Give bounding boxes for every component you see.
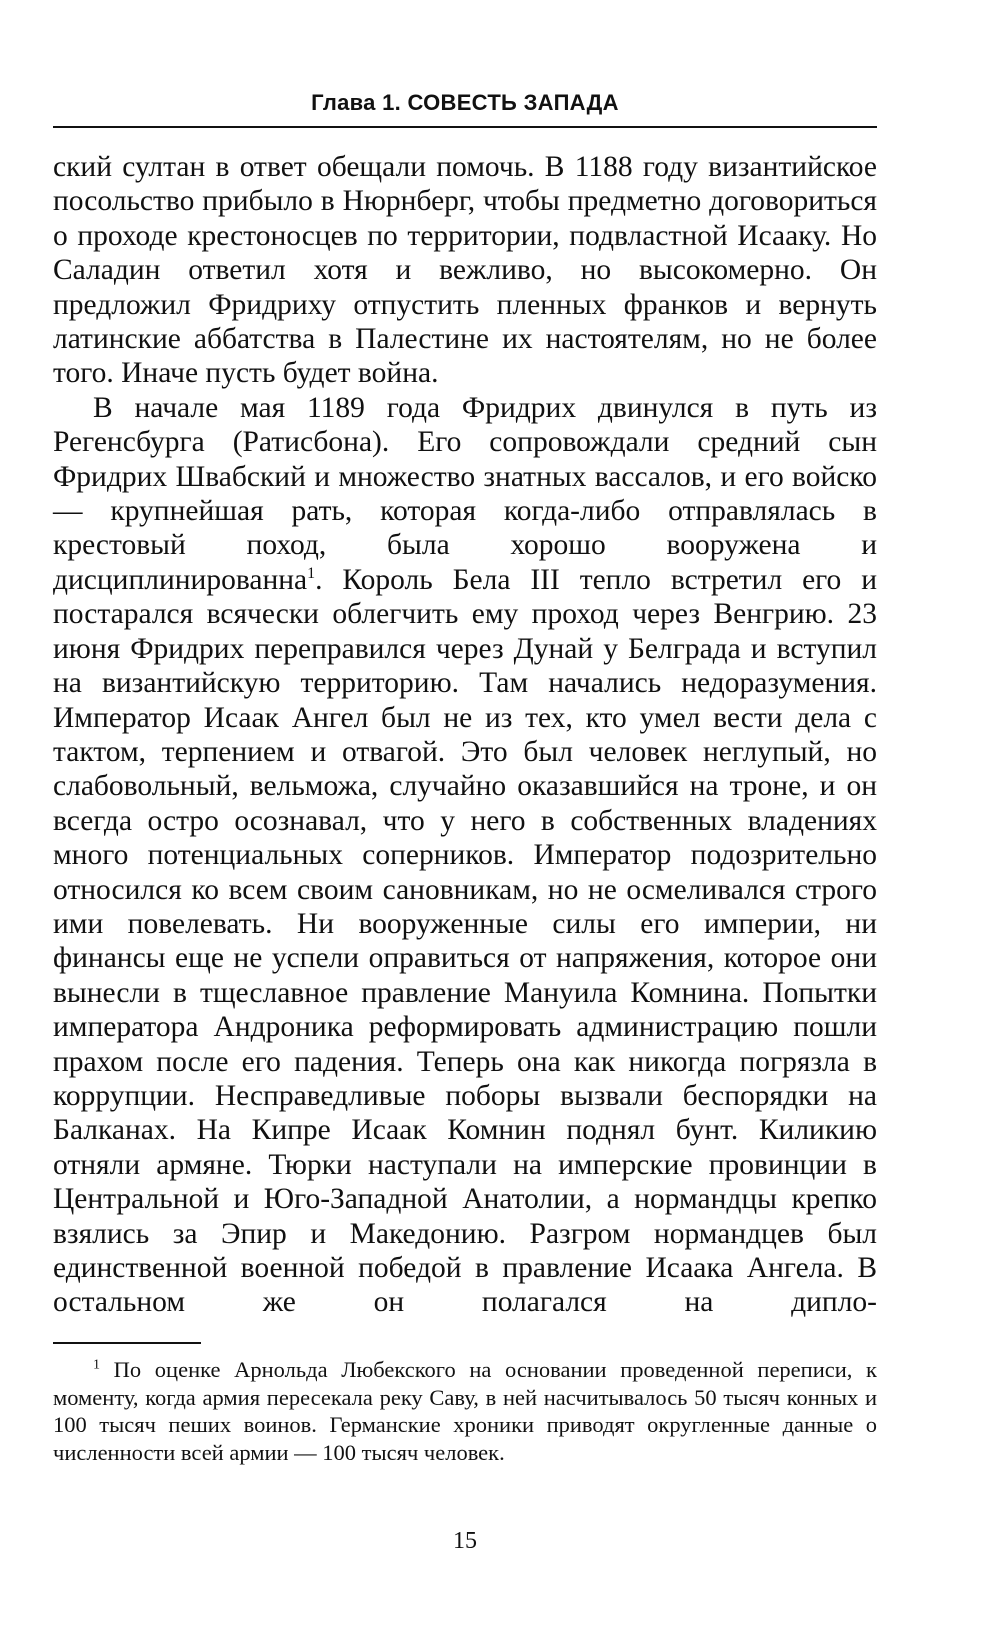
running-head: Глава 1. СОВЕСТЬ ЗАПАДА [311,90,619,115]
page-number: 15 [453,1528,477,1554]
footnote-rule [53,1342,201,1344]
paragraph-2 [53,391,877,1320]
footnote-marker: 1 [93,1357,100,1373]
paragraph-1: ский султан в ответ обещали помочь. В 1188 году византийское посольство прибыло в Нюрнберг, чтобы предметно договориться о проходе крестоносцев по территории, подвластной Исааку. Но Саладин ответил хотя и вежливо, но высокомерно. Он предложил Фридриху отпустить пленных франков и вернуть латинские аббатства в Палестине их настоятелям, но не более того. Иначе пусть будет война. [53,151,877,390]
footnote-reference[interactable]: 1 [307,565,316,583]
footnote [53,1356,877,1466]
main-text [53,150,877,1320]
header-rule [53,126,877,128]
paragraph-2-text-before-ref: В начале мая 1189 года Фридрих двинулся в путь из Регенсбурга (Ратисбона). Его сопровождали средний сын Фридрих Швабский и множество знатных вассалов, и его войско — крупнейшая рать, которая когда-либо отправлялась в крестовый поход, была хорошо вооружена и дисциплинированна [53,391,877,596]
paragraph-2-text-after-ref: . Король Бела III тепло встретил его и постарался всячески облегчить ему проход через Венгрию. 23 июня Фридрих переправился через Дунай у Белграда и вступил на византийскую территорию. Там начались недоразумения. Император Исаак Ангел был не из тех, кто умел вести дела с тактом, терпением и отвагой. Это был человек неглупый, но слабовольный, вельможа, случайно оказавшийся на троне, и он всегда остро осознавал, что у него в собственных владениях много потенциальных соперников. Император подозрительно относился ко всем своим сановникам, но не осмеливался строго ими повелевать. Ни вооруженные силы его империи, ни финансы еще не успели оправиться от напряжения, которое они вынесли в тщеславное правление Мануила Комнина. Попытки императора Андроника реформировать администрацию пошли прахом после его падения. Теперь она как никогда погрязла в коррупции. Несправедливые поборы вызвали беспорядки на Балканах. На Кипре Исаак Комнин поднял бунт. Киликию отняли армяне. Тюрки наступали на имперские провинции в Центральной и Юго-Западной Анатолии, а нормандцы крепко взялись за Эпир и Македонию. Разгром нормандцев был единственной военной победой в правление Исаака Ангела. В остальном же он полагался на дипло- [53,563,877,1319]
footnote-text: По оценке Арнольда Любекского на основании проведенной переписи, к моменту, когда армия пересекала реку Саву, в ней насчитывалось 50 тысяч конных и 100 тысяч пеших воинов. Германские хроники приводят округленные данные о численности всей армии — 100 тысяч человек. [53,1357,877,1465]
